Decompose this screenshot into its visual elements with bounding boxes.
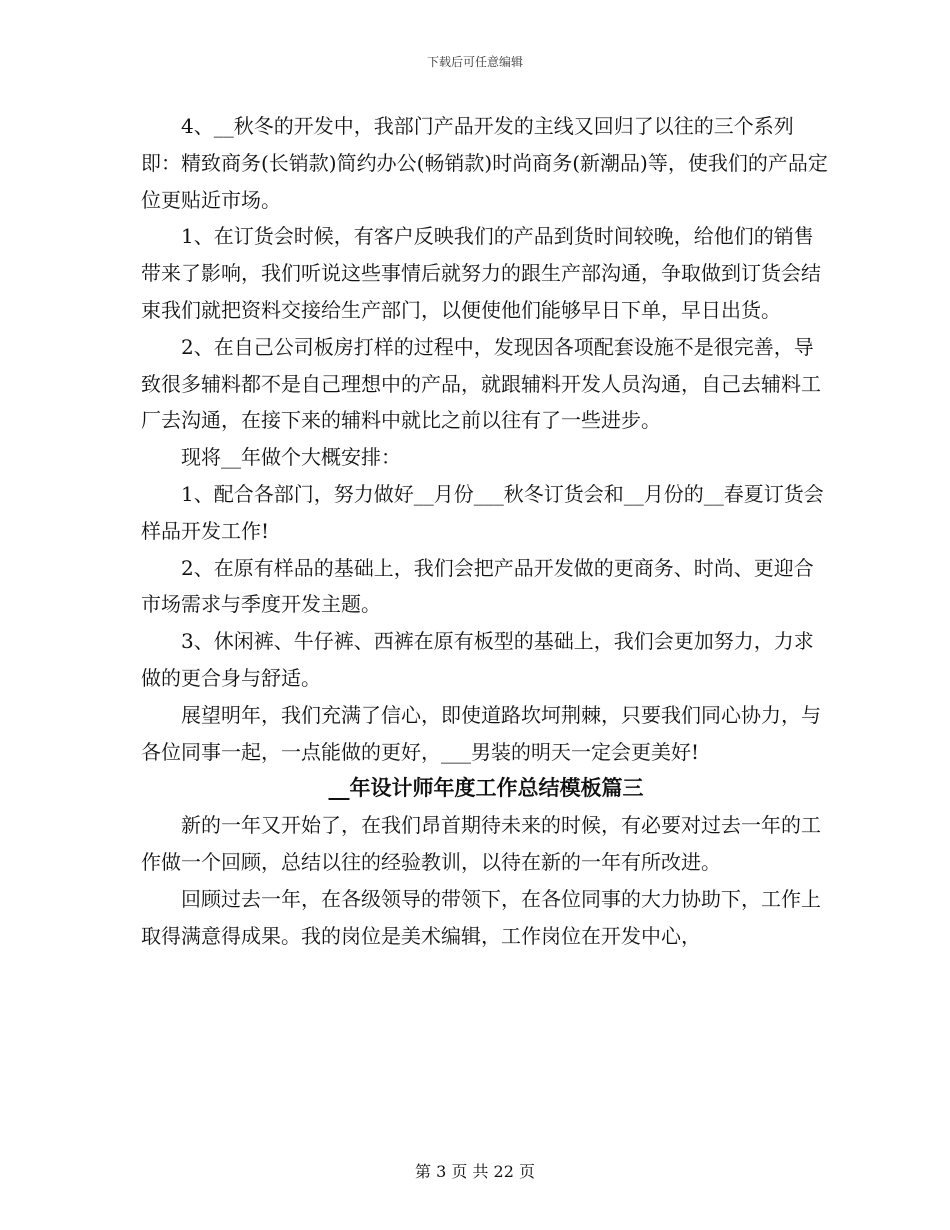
paragraph: 2、在原有样品的基础上，我们会把产品开发做的更商务、时尚、更迎合市场需求与季度开发主题。 xyxy=(141,555,814,617)
paragraph: 1、配合各部门，努力做好__月份___秋冬订货会和__月份的__春夏订货会样品开发工作! xyxy=(141,481,824,543)
paragraph: 现将__年做个大概安排： xyxy=(181,445,401,470)
page-header-note: 下载后可任意编辑 xyxy=(426,55,523,69)
paragraph: 新的一年又开始了，在我们昂首期待未来的时候，有必要对过去一年的工作做一个回顾，总结以往的经验教训，以待在新的一年有所改进。 xyxy=(141,813,821,874)
paragraph: 回顾过去一年，在各级领导的带领下，在各位同事的大力协助下，工作上取得满意得成果。我的岗位是美术编辑，工作岗位在开发中心， xyxy=(141,886,821,948)
paragraph: 4、__秋冬的开发中，我部门产品开发的主线又回归了以往的三个系列即：精致商务(长销款)简约办公(畅销款)时尚商务(新潮品)等，使我们的产品定位更贴近市场。 xyxy=(141,114,828,212)
paragraph: 2、在自己公司板房打样的过程中，发现因各项配套设施不是很完善，导致很多辅料都不是自己理想中的产品，就跟辅料开发人员沟通，自己去辅料工厂去沟通，在接下来的辅料中就比之前以往有了一些进步。 xyxy=(141,334,821,433)
page-number: 第 3 页 共 22 页 xyxy=(415,1162,535,1181)
document-body xyxy=(141,108,831,954)
paragraph: 1、在订货会时候，有客户反映我们的产品到货时间较晚，给他们的销售带来了影响，我们听说这些事情后就努力的跟生产部沟通，争取做到订货会结束我们就把资料交接给生产部门，以便使他们能够早日下单，早日出货。 xyxy=(141,224,821,322)
paragraph: 3、休闲裤、牛仔裤、西裤在原有板型的基础上，我们会更加努力，力求做的更合身与舒适。 xyxy=(141,629,814,690)
section-heading: __年设计师年度工作总结模板篇三 xyxy=(328,775,644,801)
paragraph: 展望明年，我们充满了信心，即使道路坎坷荆棘，只要我们同心协力，与各位同事一起，一点能做的更好，___男装的明天一定会更美好! xyxy=(141,702,821,764)
